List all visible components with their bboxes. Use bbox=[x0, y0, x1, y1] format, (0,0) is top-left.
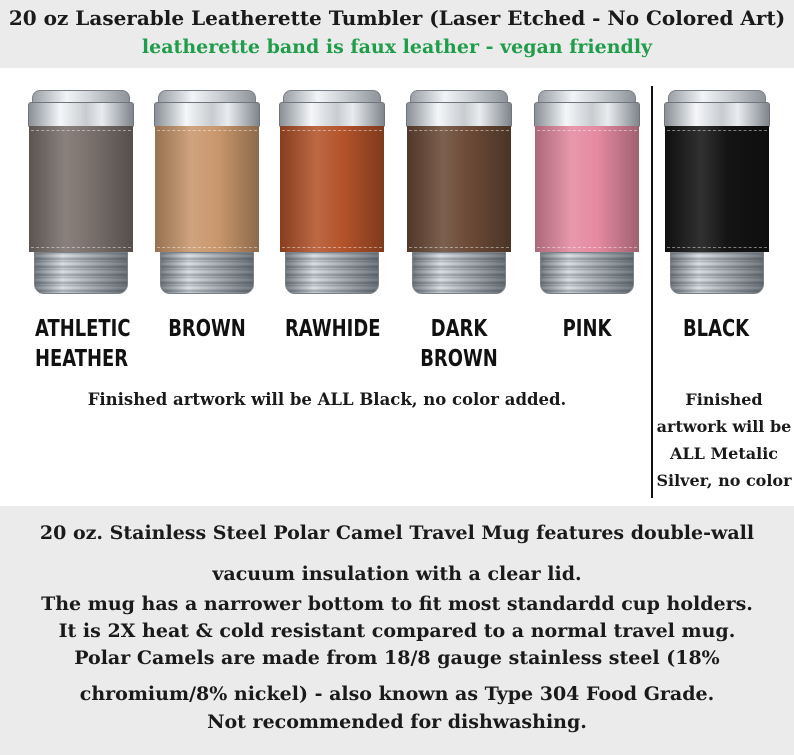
divider-line bbox=[651, 86, 653, 498]
sleeve-stitching bbox=[409, 247, 509, 248]
sleeve-stitching bbox=[157, 130, 257, 131]
description-line: It is 2X heat & cold resistant compared to a normal travel mug. bbox=[58, 620, 736, 642]
description-line: The mug has a narrower bottom to fit most standardd cup holders. bbox=[41, 593, 753, 615]
label-line-1: BROWN bbox=[168, 316, 246, 342]
tumbler-base bbox=[412, 252, 506, 294]
tumbler-rim bbox=[664, 102, 770, 128]
note-line: Finished bbox=[685, 390, 763, 409]
tumbler-dark-brown bbox=[406, 86, 512, 294]
color-label-rawhide bbox=[284, 314, 381, 344]
note-line: Silver, no color bbox=[656, 471, 792, 490]
sleeve-stitching bbox=[157, 247, 257, 248]
tumbler-rim bbox=[154, 102, 260, 128]
label-line-1: BLACK bbox=[682, 316, 750, 342]
tumbler-base bbox=[670, 252, 764, 294]
label-line-1: DARK bbox=[430, 316, 488, 342]
color-label-brown bbox=[161, 314, 253, 344]
note-colored-tumblers: Finished artwork will be ALL Black, no color added. bbox=[87, 390, 567, 409]
color-label-black bbox=[670, 314, 762, 344]
note-line: ALL Metalic bbox=[669, 444, 779, 463]
tumbler-brown bbox=[154, 86, 260, 294]
note-line: artwork will be bbox=[656, 417, 792, 436]
tumbler-base bbox=[34, 252, 128, 294]
label-line-1: RAWHIDE bbox=[284, 316, 381, 342]
leatherette-sleeve bbox=[665, 126, 769, 252]
tumbler-rim bbox=[28, 102, 134, 128]
sleeve-stitching bbox=[537, 130, 637, 131]
description-line: Polar Camels are made from 18/8 gauge stainless steel (18% bbox=[74, 647, 720, 669]
description-line: Not recommended for dishwashing. bbox=[207, 711, 587, 733]
sleeve-stitching bbox=[282, 130, 382, 131]
leatherette-sleeve bbox=[280, 126, 384, 252]
description-line: chromium/8% nickel) - also known as Type 304 Food Grade. bbox=[79, 683, 715, 705]
sleeve-stitching bbox=[282, 247, 382, 248]
tumbler-rim bbox=[406, 102, 512, 128]
label-line-2: BROWN bbox=[420, 346, 498, 372]
tumbler-pink bbox=[534, 86, 640, 294]
note-black-tumbler bbox=[656, 386, 792, 494]
sleeve-stitching bbox=[31, 130, 131, 131]
description-line: 20 oz. Stainless Steel Polar Camel Travel Mug features double-wall bbox=[39, 522, 755, 544]
sleeve-stitching bbox=[31, 247, 131, 248]
leatherette-sleeve bbox=[535, 126, 639, 252]
page-subtitle: leatherette band is faux leather - vegan friendly bbox=[141, 36, 653, 58]
product-description-panel bbox=[0, 506, 794, 755]
tumbler-base bbox=[540, 252, 634, 294]
sleeve-stitching bbox=[537, 247, 637, 248]
description-line: vacuum insulation with a clear lid. bbox=[212, 563, 582, 585]
leatherette-sleeve bbox=[29, 126, 133, 252]
header-banner bbox=[0, 0, 794, 68]
tumbler-base bbox=[285, 252, 379, 294]
tumbler-rim bbox=[534, 102, 640, 128]
color-label-pink bbox=[541, 314, 633, 344]
label-line-2: HEATHER bbox=[34, 346, 129, 372]
label-line-1: ATHLETIC bbox=[34, 316, 131, 342]
sleeve-stitching bbox=[667, 247, 767, 248]
leatherette-sleeve bbox=[407, 126, 511, 252]
page-title: 20 oz Laserable Leatherette Tumbler (Laser Etched - No Colored Art) bbox=[8, 6, 786, 30]
tumbler-athletic-heather bbox=[28, 86, 134, 294]
sleeve-stitching bbox=[667, 130, 767, 131]
color-label-dark-brown bbox=[413, 314, 505, 374]
color-label-athletic-heather bbox=[34, 314, 131, 374]
tumbler-rim bbox=[279, 102, 385, 128]
label-line-1: PINK bbox=[562, 316, 612, 342]
tumbler-base bbox=[160, 252, 254, 294]
sleeve-stitching bbox=[409, 130, 509, 131]
tumbler-black bbox=[664, 86, 770, 294]
leatherette-sleeve bbox=[155, 126, 259, 252]
tumbler-rawhide bbox=[279, 86, 385, 294]
